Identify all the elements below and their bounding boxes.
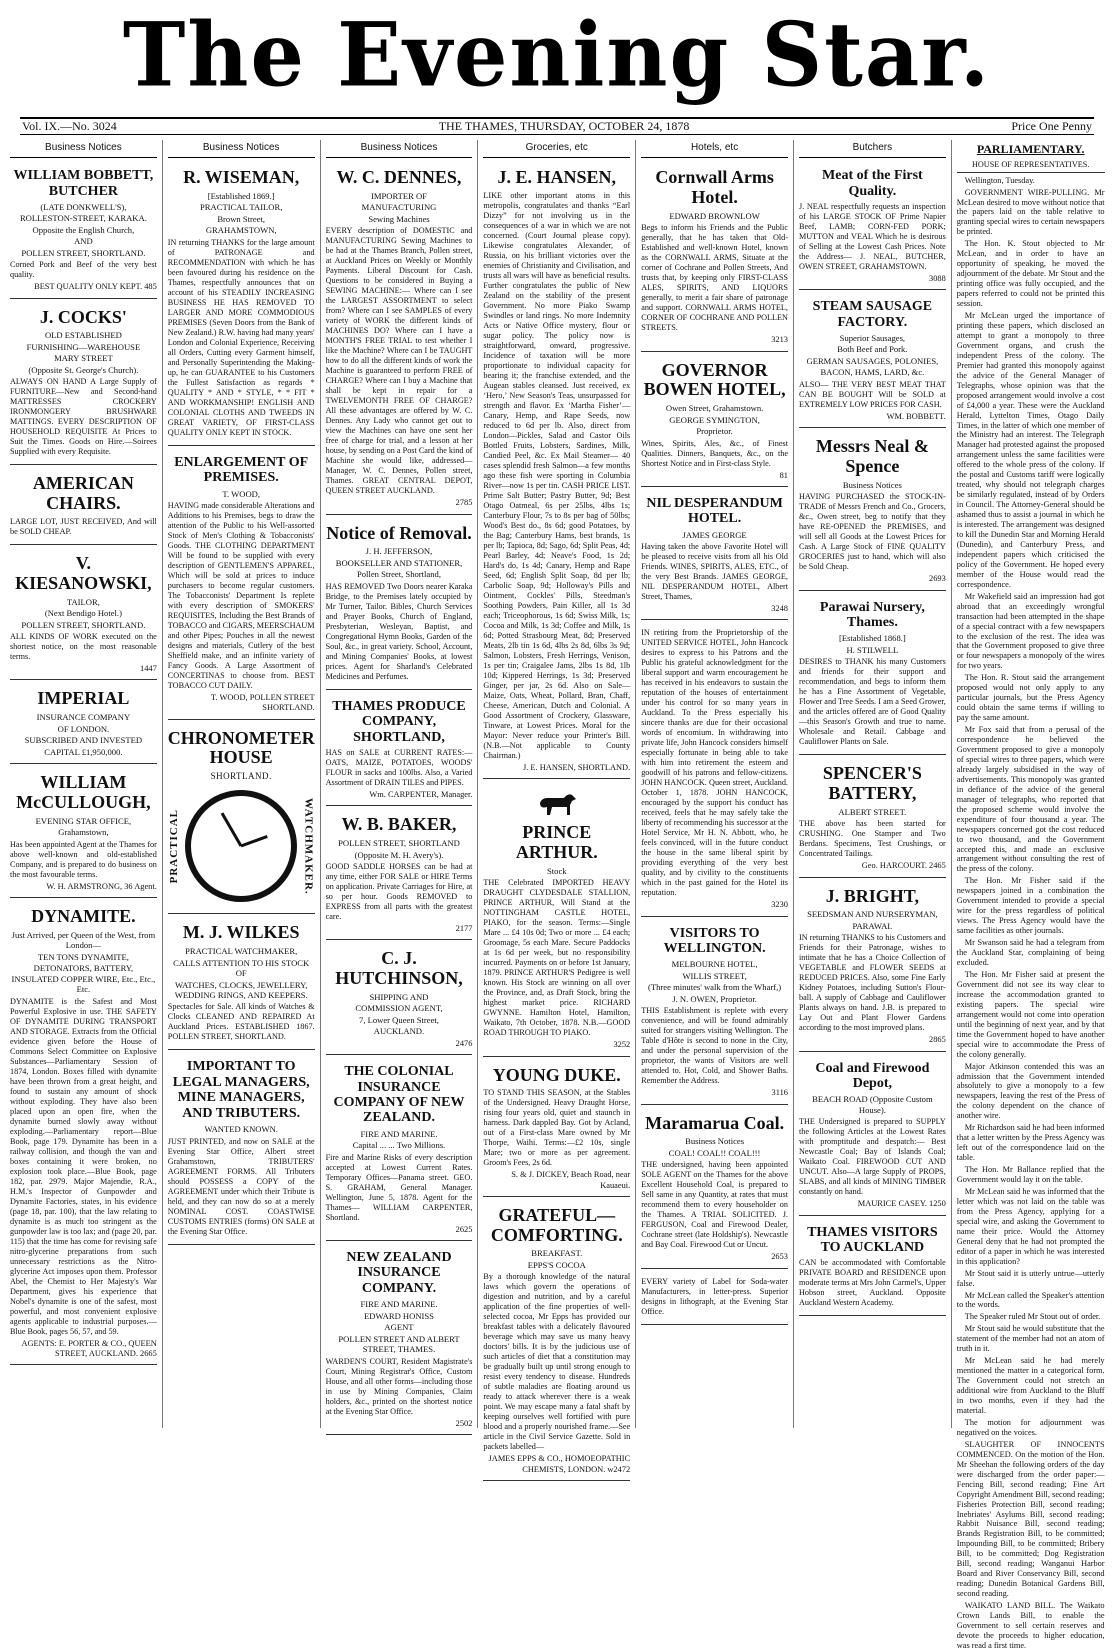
report-paragraph: Major Atkinson contended this was an admission that the Government intended absolutely to give a monopoly to a few newspapers, leaving the rest of the Press of the colony dependent on the chance of another wire. — [956, 1061, 1105, 1121]
advertisement-body: Wines, Spirits, Ales, &c., of Finest Qualities. Dinners, Banquets, &c., on the Shortest Notice and in First-class Style. — [641, 438, 788, 468]
masthead-title: The Evening Star. — [122, 2, 992, 106]
advertisement-line: (Opposite M. H. Avery's). — [354, 849, 444, 860]
advertisement-line: GEORGE SYMINGTON, — [669, 414, 760, 425]
advertisement-signature: S. & J. DICKEY, Beach Road, near Kauaeui. — [511, 1170, 631, 1190]
column-heading: Business Notices — [168, 140, 315, 158]
advertisement-title: C. J. HUTCHINSON, — [335, 948, 463, 989]
column-6 — [794, 140, 952, 1428]
advertisement-body: HAVING PURCHASED the STOCK-IN-TRADE of Messrs French and Co., Grocers, &c., Owen street, beg to notify that they have RE-OPENED the PREMISES, and will sell all Goods at the Lowest Prices for Cash. A Large Stock of FINE QUALITY GROCERIES just to hand, which will also be Sold Cheap. — [798, 492, 946, 572]
advertisement-signature: MAURICE CASEY. 1250 — [857, 1199, 946, 1209]
advertisement-line: BOOKSELLER AND STATIONER, — [335, 557, 463, 568]
advertisement-line: Business Notices — [842, 479, 902, 490]
column-subheading: HOUSE OF REPRESENTATIVES. — [957, 160, 1105, 173]
advertisement-signature: 3088 — [929, 273, 946, 283]
volume-number: Vol. IX.—No. 3024 — [22, 119, 117, 133]
advertisement-body: HAVING made considerable Alterations and Additions to his Premises, begs to draw the attention of the Public to his Well-assorted Stock of Men's Clothing & Tobacconists' Goods. THE CLOTHING DEPARTMENT Will be found to be supplied with every description of GENTLEMEN'S APPAREL, Which will be sold at prices to induce purchasers to become regular customers. The Tobacconists' Department Is replete with every description of SMOKERS' REQUISITES, Including the Best Brands of TOBACCO and CIGARS, MEERSCHAUM and other Pipes; Pouches in all the newest designs and materials, Cutlery of the best Sheffield make, and an infinite variety of Fancy Goods. A Large Assortment of CONCERTINAS to choose from. BEST TOBACCO CUT DAILY. — [167, 501, 315, 691]
advertisement-line: PRACTICAL TAILOR, — [200, 202, 283, 213]
advertisement-line: JAMES GEORGE — [682, 529, 747, 540]
report-paragraph: The Hon. Mr Fisher said at present the Government did not see its way clear to increase the accommodation granted to existing papers. The special wire arrangement would not come into operation until the beginning of next year, and by that time the Government hoped to have another special wire to accommodate the Press of the colony generally. — [956, 969, 1105, 1059]
advertisement-line: OLD ESTABLISHED — [44, 330, 122, 341]
advertisement-title: Parawai Nursery, Thames. — [819, 599, 925, 630]
advertisement-line: POLLEN STREET, SHORTLAND — [338, 838, 460, 849]
advertisement-line: POLLEN STREET, SHORTLAND. — [21, 247, 146, 258]
columns-container — [5, 140, 1110, 1650]
advertisement — [641, 623, 788, 916]
advertisement — [799, 594, 946, 756]
advertisement-line: DETONATORS, BATTERY, INSULATED COPPER WIRE, Etc., Etc., Etc. — [11, 963, 156, 995]
advertisement-title: WILLIAM McCULLOUGH, — [16, 772, 151, 812]
advertisement-body: J. NEAL respectfully requests an inspection of his LARGE STOCK OF Prime Napier Beef, LAMB; CORN-FED PORK; MUTTON and VEAL Which he is desirous of Selling at the Lowest Cash Prices. Note the Address— J. NEAL, BUTCHER, OWEN STREET, GRAHAMSTOWN. — [798, 201, 946, 271]
advertisement-signature: 2865 — [929, 1035, 946, 1045]
advertisement-line: FIRE AND MARINE. — [360, 1299, 438, 1310]
advertisement-signature: BEST QUALITY ONLY KEPT. 485 — [34, 282, 157, 292]
advertisement-line: TEN TONS DYNAMITE, — [37, 951, 129, 962]
advertisement-title: SPENCER'S BATTERY, — [822, 763, 922, 804]
advertisement-line: Owen Street, Grahamstown. — [665, 403, 764, 414]
advertisement-line: Pollen Street, Shortland, — [356, 569, 441, 580]
advertisement-title: THAMES VISITORS TO AUCKLAND — [807, 1224, 938, 1255]
advertisement — [168, 449, 315, 720]
advertisement-title: THAMES PRODUCE COMPANY, SHORTLAND, — [332, 698, 466, 745]
advertisement-title: Notice of Removal. — [326, 522, 472, 543]
report-paragraph: Mr Stout said he would substitute that the statement of the member had not an atom of truth in it. — [956, 1324, 1105, 1354]
advertisement-body: DESIRES to THANK his many Customers and friends for their support and recommendation, and begs to inform them he has a Fine Assortment of Vegetable, Flower and Tree Seeds. I am a Seed Grower, and the articles offered are of Good Quality—this Season's Growth and true to name. Wholesale and Retail. Cabbage and Cauliflower Plants on Sale. — [798, 657, 946, 747]
advertisement-signature: Geo. HARCOURT. 2465 — [861, 861, 946, 871]
advertisement-line: WATCHES, CLOCKS, JEWELLERY, WEDDING RINGS, AND KEEPERS. — [174, 979, 308, 1000]
advertisement-line: AGENT — [384, 1322, 414, 1333]
advertisement-signature: 3252 — [613, 1040, 631, 1050]
advertisement-body: Spectacles for Sale. All kinds of Watches & Clocks CLEANED AND REPAIRED At Auckland Prices. ESTABLISHED 1867. POLLEN STREET, SHORTLAND. — [167, 1002, 315, 1042]
advertisement-body: JUST PRINTED, and now on SALE at the Evening Star Office, Albert street Grahamstown, TRIBUTERS' AGREEMENT FORMS. All Tributers should POSSESS a COPY of the AGREEMENT under which their Tribute is held, and they can now do so at a merely NOMINAL COST. COASTWISE CUSTOMS ENTRIES (forms) ON SALE at the Evening Star Office. — [167, 1136, 315, 1236]
advertisement-title: Maramarua Coal. — [645, 1112, 785, 1133]
advertisement-title: Coal and Firewood Depot, — [815, 1060, 930, 1091]
advertisement-body: THE Undersigned is prepared to SUPPLY the following Articles at the Lowest Rates with promptitude and despatch:— Best Newcastle Coal; Bay of Islands Coal; Waikato Coal. FIREWOOD CUT AND UNCUT. Also—A large Supply of PROPS, SLABS, and all kinds of MINING TIMBER constantly on hand. — [798, 1117, 946, 1197]
advertisement-title: ENLARGEMENT OF PREMISES. — [174, 454, 309, 486]
advertisement-body: WARDEN'S COURT, Resident Magistrate's Court, Mining Registrar's Office, Custom House, and all other forms—including those in use by Mining Companies, Claim holders, &c., printed on the shortest notice at the Evening Star Office. — [325, 1356, 473, 1416]
advertisement — [10, 302, 157, 466]
horse-icon — [532, 789, 582, 819]
advertisement-line: SHIPPING AND — [369, 991, 429, 1002]
clock-icon — [185, 790, 297, 902]
advertisement-title: J. COCKS' — [39, 306, 127, 327]
advertisement-line: INSURANCE COMPANY — [36, 712, 131, 723]
advertisement — [326, 809, 473, 940]
advertisement-body: THE above has been started for CRUSHING. One Stamper and Two Berdans. Specimens, Test Crushings, or Concentrated Tailings. — [798, 819, 946, 859]
column-heading: Business Notices — [10, 140, 157, 158]
advertisement-signature: 81 — [779, 470, 788, 480]
advertisement-signature: 3230 — [771, 900, 788, 910]
advertisement — [641, 920, 788, 1105]
advertisement-line: POLLEN STREET AND ALBERT STREET, THAMES. — [338, 1333, 460, 1355]
column-5 — [636, 140, 794, 1428]
column-7 — [952, 140, 1110, 1650]
advertisement-line: MANUFACTURING — [361, 202, 437, 213]
advertisement-body: Corned Pork and Beef of the very best quality. — [10, 260, 157, 280]
advertisement-line: IMPORTER OF — [370, 190, 428, 201]
advertisement-line: T. WOOD, — [222, 488, 261, 499]
advertisement-line: FIRE AND MARINE. — [360, 1128, 438, 1139]
advertisement-body: THE Celebrated IMPORTED HEAVY DRAUGHT CLYDESDALE STALLION, PRINCE ARTHUR, Will Stand at the NOTTINGHAM CASTLE HOTEL, PIAKO, for the season. Terms:—Single Mare ... £4 10s 0d; Two or more ... £4 each; Groomage, 5s each Mare. Secure Paddocks at 1s 6d per week, but no responsibility incurred. Payments on or before 1st January, 1879. PRINCE ARTHUR'S Pedigree is well known. His Stock are winning on all over the Province, and, as Draft Stock, bring the highest market price. RICHARD GWYNNE. Hamilton Hotel, Hamilton, Waikato, 7th October, 1878. N.B.—GOOD ROAD THROUGH TO PIAKO. — [483, 878, 631, 1038]
report-paragraph: The Hon. K. Stout objected to Mr McLean, and in order to have an opportunity of speaking, he moved the adjournment of the debate. Mr Stout and the printing office was fully occupied, and the papers referred to could not be printed this session. — [956, 239, 1105, 309]
advertisement-signature: 3213 — [771, 335, 788, 345]
advertisement-title: PRINCE ARTHUR. — [515, 822, 598, 863]
advertisement — [326, 1244, 473, 1435]
advertisement-line: (LATE DONKWELL'S), — [40, 201, 127, 212]
advertisement-line: AUCKLAND. — [373, 1026, 425, 1037]
report-paragraph: GOVERNMENT WIRE-PULLING. Mr McLean desired to move without notice that the papers laid on the table relative to granting special wires to certain newspapers be printed. — [956, 187, 1105, 237]
masthead — [0, 0, 1114, 108]
advertisement-title: V. KIESANOWSKI, — [15, 552, 152, 593]
advertisement-signature: W. H. ARMSTRONG, 36 Agent. — [46, 881, 157, 891]
advertisement-signature: 2476 — [455, 1038, 473, 1048]
report-paragraph: Mr Wakefield said an impression had got abroad that an exceedingly wrongful transaction had been attempted in the shape of a special contract with a few newspapers to the exclusion of the rest. The idea was that the Government proposed to give three or four newspapers a monopoly of the wires for two years. — [956, 591, 1105, 671]
advertisement — [326, 518, 473, 690]
advertisement-line: ALBERT STREET. — [838, 806, 907, 817]
advertisement-title: YOUNG DUKE. — [492, 1064, 621, 1085]
advertisement-signature: 3116 — [771, 1088, 788, 1098]
column-heading: Butchers — [799, 140, 946, 158]
advertisement — [168, 162, 315, 446]
advertisement — [168, 1053, 315, 1244]
advertisement-line: 7, Lower Queen Street, — [359, 1014, 439, 1025]
advertisement-line: AND — [74, 236, 93, 247]
advertisement-line: SEEDSMAN AND NURSERYMAN, — [807, 909, 938, 920]
advertisement-body: IN retiring from the Proprietorship of the UNITED SERVICE HOTEL, John Hancock desires to express to his Patrons and the Public his grateful acknowledgment for the liberal support and warm encouragement he has received in his endeavors to sustain the reputation of the houses of entertainment under his control for so many years in Auckland. To the Press especially his sincere thanks are due for their occasional words of encomium. In withdrawing into private life, John Hancock considers himself especially fortunate in being able to take with him into retirement the esteem and goodwill of his patrons and fellow-citizens. JOHN HANCOCK. Queen street, Auckland. October 1, 1878. JOHN HANCOCK, encouraged by the support his conduct has received, feels that he may safely take the liberty of recommending his successor at the Hotel Service, Mr H. N. Abbott, who, he feels convinced, will in the future conduct the house in the same liberal spirit by providing everything of the very best quality, and by civility to the constituents which in the past gained for the Hotel its reputation. — [641, 628, 788, 898]
advertisement-signature: 1447 — [140, 664, 157, 674]
advertisement-title: THE COLONIAL INSURANCE COMPANY OF NEW ZEALAND. — [333, 1064, 465, 1126]
report-paragraph: The Hon. Mr Ballance replied that the Government would lay it on the table. — [956, 1165, 1105, 1185]
advertisement-line: Grahamstown, — [58, 827, 109, 838]
advertisement-title: WILLIAM BOBBETT, BUTCHER — [13, 168, 154, 199]
advertisement-title: Messrs Neal & Spence — [815, 436, 929, 476]
advertisement-line: (Three minutes' walk from the Wharf,) — [648, 982, 782, 993]
advertisement-line: PRACTICAL WATCHMAKER, — [185, 946, 298, 957]
column-4 — [478, 140, 636, 1474]
report-paragraph: Wellington, Tuesday. — [964, 175, 1035, 185]
advertisement-line: BEACH ROAD (Opposite Custom House). — [812, 1094, 933, 1115]
advertisement-line: Business Notices — [685, 1136, 745, 1147]
report-paragraph: Mr Stout said it is utterly untrue—utterly false. — [956, 1268, 1105, 1288]
advertisement-signature: 3248 — [771, 604, 788, 614]
advertisement-body: TO STAND THIS SEASON, at the Stables of the Undersigned. Heavy Draught Horse, rising four years old, quiet and staunch in harness. Dark dappled Bay. Got by Acland, out of a First-class Mare owned by Mr Thorpe, Waihi. Terms:—£2 10s, single Mare; two or more as per agreement. Groom's Fees, 2s 6d. — [483, 1088, 631, 1168]
column-3 — [321, 140, 479, 1428]
advertisement-line: Capital ... ... Two Millions. — [352, 1140, 446, 1151]
advertisement-line: Proprietor. — [696, 426, 733, 437]
advertisement-signature: AGENTS: E. PORTER & CO., QUEEN STREET, AUCKLAND. 2665 — [21, 1338, 157, 1358]
report-paragraph: Mr McLean urged the importance of printing these papers, which disclosed an attempt to grant a monopoly to three Government organs, and crush the independent Press of the colony. The Premier had granted this monopoly against the advice of the General Manager of Telegraphs, whose opinion was that the proposed arrangement would involve a cost of £4,000 a year. These were the Auckland Herald, Lyttelton Times, Otago Daily Times, in the latter of which one member of the Ministry had an interest. The Telegraph Manager had protested against the proposed arrangement unless the same facilities were offered to the whole press of the colony. If the postal and Customs tariff were logically treated, why should not telegraph charges be similarly regulated, instead of by Orders in Council. The Attorney-General should be ashamed thus to assist a journal in which he is interested. The arrangement was designed to kill the Dunedin Star and Morning Herald (Dunedin), and Canterbury Press, and independent papers which criticised the policy of the Government. He hoped every member of the House would read the correspondence. — [956, 311, 1105, 589]
advertisement-signature: 2785 — [455, 498, 473, 508]
advertisement-signature: 2693 — [929, 574, 946, 584]
advertisement-line: EPPS'S COCOA — [527, 1259, 586, 1270]
advertisement-signature: Wm. CARPENTER, Manager. — [369, 790, 473, 800]
advertisement-line: COAL! COAL!! COAL!!! — [668, 1147, 761, 1158]
advertisement-body: Having taken the above Favorite Hotel will be pleased to receive visits from all his Old Friends. WINES, SPIRITS, ALES, ETC., of the very Best Brands. JAMES GEORGE, NIL DESPERANDUM HOTEL, Albert Street, Thames, — [641, 542, 788, 602]
advertisement — [799, 1055, 946, 1216]
report-paragraph: Mr McLean called the Speaker's attention to the words. — [956, 1290, 1105, 1310]
advertisement-line: EDWARD HONISS — [364, 1310, 434, 1321]
advertisement — [326, 943, 473, 1055]
clock-side-label-right: WATCHMAKER. — [302, 797, 315, 895]
report-paragraph: Mr Richardson said he had been informed that a letter written by the Press Agency was left out of the correspondence laid on the table. — [956, 1123, 1105, 1163]
advertisement-line: CAPITAL £1,950,000. — [44, 746, 123, 757]
advertisement-title: DYNAMITE. — [31, 905, 136, 926]
advertisement-line: Stock — [547, 865, 567, 876]
advertisement-line: TAILOR, — [66, 596, 100, 607]
advertisement-body: GOOD SADDLE HORSES can be had at any time, either FOR SALE or HIRE Terms on application. Private Carriages for Hire, at so per hour. Goods REMOVED to EXPRESS from all parts with the greatest care. — [325, 862, 473, 922]
advertisement-signature: 2177 — [455, 924, 473, 934]
price: Price One Penny — [1011, 119, 1092, 133]
advertisement-line: Superior Sausages, — [839, 333, 906, 343]
advertisement-line: MELBOURNE HOTEL, — [671, 959, 758, 970]
advertisement-signature: T. WOOD, POLLEN STREET SHORTLAND. — [210, 693, 315, 713]
advertisement — [10, 162, 157, 298]
advertisement-title: Cornwall Arms Hotel. — [655, 167, 774, 207]
advertisement — [10, 767, 157, 898]
column-heading: Groceries, etc — [483, 140, 630, 158]
advertisement-title: IMPORTANT TO LEGAL MANAGERS, MINE MANAGERS, AND TRIBUTERS. — [172, 1059, 310, 1121]
advertisement-title: IMPERIAL — [37, 688, 130, 709]
advertisement-title: STEAM SAUSAGE FACTORY. — [812, 299, 933, 330]
advertisement-line: [Established 1869.] — [207, 190, 275, 201]
advertisement — [799, 293, 946, 428]
advertisement — [799, 162, 946, 290]
advertisement-title: GRATEFUL—COMFORTING. — [490, 1204, 623, 1245]
column-heading: Hotels, etc — [641, 140, 788, 158]
advertisement-line: ROLLESTON-STREET, KARAKA. — [19, 213, 147, 224]
dateline — [20, 117, 1094, 135]
advertisement-line: Opposite the English Church, — [32, 224, 135, 235]
advertisement-line: PARAWAI. — [852, 920, 893, 931]
advertisement — [326, 693, 473, 806]
advertisement-title: W. B. BAKER, — [341, 814, 457, 835]
advertisement — [10, 901, 157, 1365]
advertisement-line: BREAKFAST. — [531, 1248, 583, 1259]
advertisement-signature: JAMES EPPS & CO., HOMOEOPATHIC CHEMISTS, LONDON. w2472 — [488, 1454, 631, 1474]
advertisement-title: GOVERNOR BOWEN HOTEL, — [643, 359, 786, 400]
advertisement — [10, 548, 157, 680]
advertisement-line: BACON, HAMS, LARD, &c. — [820, 367, 925, 378]
advertisement — [799, 431, 946, 590]
advertisement-signature: 2653 — [771, 1252, 788, 1262]
report-paragraph: The Speaker ruled Mr Stout out of order. — [964, 1312, 1101, 1322]
advertisement — [641, 1272, 788, 1325]
column-1 — [5, 140, 163, 1428]
advertisement-title: VISITORS TO WELLINGTON. — [663, 925, 766, 956]
advertisement-body: ALSO— THE VERY BEST MEAT THAT CAN BE BOUGHT Will be SOLD at EXTREMELY LOW PRICES FOR CASH. — [798, 379, 946, 409]
advertisement-body: THE undersigned, having been appointed SOLE AGENT on the Thames for the above Excellent Household Coal, is prepared to Sell same in any Quantity, at rates that must recommend them to every householder on the Thames. A TRIAL SOLICITED. J. FERGUSON, Coal and Firewood Dealer, Cochrane street (late Holdship's). Newcastle and Bay Coal. Firewood Cut or Uncut. — [641, 1160, 788, 1250]
advertisement-line: [Established 1868.] — [838, 633, 906, 644]
advertisement-body: LARGE LOT, JUST RECEIVED, And will be SOLD CHEAP. — [10, 516, 157, 536]
advertisement-line: WILLIS STREET, — [682, 970, 747, 981]
advertisement — [641, 162, 788, 351]
advertisement-body: LIKE other important atoms in this metropolis, congratulates and thanks “Earl Dizzy” for not involving us in the consequences of a war in which we are not concerned. (Court Journal please copy). Likewise congratulates Alexander, of Russia, on his brilliant victories over the enemies of Christianity and Civilisation, and trusts all wars will have as beneficial results. Further congratulates the public of New Zealand on the stability of the present Government. No more Piako Swamp Swindles or land rings. No more Indemnity Acts or Native Office mystery, flour or sugar policy. The policy now is straightforward, onward, progressive. Incidence of taxation will be more proportionate to individual capacity for bearing it; the franchise extended, and the Augean stables cleansed. Just received, ex ‘Hero,’ New Season's Teas, unsurpassed for strength and flavor. Ex ‘Martha Fisher’—Canary, Hemp, and Rape Seeds, now reduced to 6d per lb. Also, direct from London—Pickles, Salad and Castor Oils Bottled Fruits, Lobsters, Sardines, Milk, Candied Peel, &c. Ex Mail Steamer— 40 cases splendid fresh Salmon—a few months ago these fish were sporting in Columbia River—now 1s per tin. CASH PRICE LIST. Prime Salt Butter; Pastry Butter, 9d; Best Otago Oatmeal, 6s per 25lbs, 4lbs 1s; Canterbury Flour, 7s to 8s per bag of 50lbs; Wood's Best do., 8s 6d; good Potatoes, by the Bag; Canterbury Hams, best brands, 1s per lb; Tapioca, 8d; Sago, 6d; Split Peas, 4d; Pearl Barley, 4d; Neave's Food, 1s 2d; Hard's do, 1s 4d; Canary, Hemp and Rape Seed, 6d; English Split Soap, 8d per lb; Carbolic Soap, 9d; Holloway's Pills and Ointment, Cockles' Pills, Steedman's Soothing Powders, Pain Killer, all 1s 3d each; Triceophorous, 1s 6d; Swiss Milk, 1s; Cocoa and Milk, 1s 3d; Coffee and Milk, 1s 6d; Potted Strasbourg Meat, 8d; Preserved Meats, 2lb tin 1s 6d, 4lbs 2s 8d, 6lbs 3s 9d; Salmon, Lobsters, Fresh Herrings, Venison, 1s per tin; Craigalee Jams, 2lbs 1s 8d, 1lb 10d; Kippered Herrings, 1s 3d; Preserved Ginger, per jar, 2s 6d. Also on Sale— Maize, Oats, Wheat, Pollard, Bran, Chaff, Cheese, American, Dutch and Colonial. A Good Assortment of Crockery, Glassware, Tinware, at Lowest Prices. Moral for the Mayor: Never reduce your Printer's Bill. (N.B.—Not applicable to County Chairman.) — [483, 190, 631, 760]
advertisement-body: HAS REMOVED Two Doors nearer Karaka Bridge, to the Premises lately occupied by Mr Turner, Tailor. Bibles, Church Services and Prayer Books, Church of England, Presbyterian, Wesleyan, Baptist, and Congregational Hymn Books, Garden of the Soul, &c., in great variety. School, Account, and Mining Companies' Books, at lowest prices. Agent for Sharland's Celebrated Medicines and Perfumes. — [325, 581, 473, 681]
advertisement-line: CALLS ATTENTION TO HIS STOCK OF — [173, 957, 310, 979]
advertisement — [168, 723, 315, 915]
advertisement-title: Meat of the First Quality. — [822, 168, 923, 199]
advertisement-line: H. STILWELL — [846, 644, 899, 655]
advertisement-body: ALWAYS ON HAND A Large Supply of FURNITURE—New and Second-hand MATTRESSES CROCKERY IRONMONGERY BRUSHWARE MATTINGS. EVERY DESCRIPTION OF HOUSEHOLD REQUISITE At Prices to Suit the Times. Goods on Hire.—Soirees Supplied with every Requisite. — [10, 377, 157, 457]
report-paragraph: The Hon. Mr Fisher said if the newspapers joined in a combination the Government intended to provide a special wire for the press regardless of political views. The Press Agency would have the same facilities as other journals. — [956, 876, 1105, 936]
advertisement-signature: J. E. HANSEN, SHORTLAND. — [522, 762, 631, 772]
advertisement-line: OF LONDON. — [57, 723, 110, 734]
advertisement-title: R. WISEMAN, — [183, 167, 300, 188]
advertisement — [641, 490, 788, 621]
advertisement-line: WANTED KNOWN. — [204, 1124, 278, 1135]
report-paragraph: The Hon. R. Stout said the arrangement proposed would not only apply to any particular journals, but the Press Agency could obtain the same terms if willing to pay the same amount. — [956, 673, 1105, 723]
column-heading: Business Notices — [326, 140, 473, 158]
report-paragraph: The motion for adjournment was negatived on the voices. — [956, 1417, 1105, 1437]
advertisement-line: Brown Street, — [217, 213, 266, 224]
report-paragraph: SLAUGHTER OF INNOCENTS COMMENCED. On the motion of the Hon. Mr Sheehan the following orders of the day were discharged from the order paper:—Fencing Bill, second reading; Fine Art Copyright Amendment Bill, second reading; Fisheries Protection Bill, second reading; Inebriates' Asylums Bill, second reading; Rabbit Nuisance Bill, second reading; Brands Registration Bill, to be committed; Impounding Bill, to be committed; Bribery Bill, to be committed; Dog Registration Bill, second reading; Wanganui Harbor Board and River Conservancy Bill, second reading; Dunedin Botanical Gardens Bill, second reading. — [956, 1439, 1105, 1599]
parliamentary-report — [957, 176, 1105, 1651]
advertisement-body: EVERY description of DOMESTIC and MANUFACTURING Sewing Machines to be had at the Thames Branch, Pollen street, at Auckland Prices on Weekly or Monthly Payments. Liberal Discount for Cash. Questions to be considered in Buying a SEWING MACHINE:— Where can I see the LARGEST ASSORTMENT to select from? Where can I see SAMPLES of every variety of WORK the different kinds of MACHINES DO? Where can I have a MONTH'S FREE TRIAL to test whether I like the Machine? Where can I be TAUGHT how to do all the different kinds of work the Machine is guaranteed to perform FREE of CHARGE? Where can I buy a Machine that shall be kept in repair for a TWELVEMONTH FREE OF CHARGE? All these advantages are offered by W. C. Dennes. Any Lady who cannot get out to view the Machines can have one sent her free of charge for trial, and a lesson at her house, by sending on a Post Card the kind of Machine she would like, addressed—Manager, W. C. Dennes, Pollen street, Thames. GREAT CENTRAL DEPOT, QUEEN STREET AUCKLAND. — [325, 226, 473, 496]
report-paragraph: WAIKATO LAND BILL. The Waikato Crown Lands Bill, to enable the Government to sell certain reserves and devote the proceeds to higher education, was read a first time. — [956, 1601, 1105, 1650]
advertisement — [799, 881, 946, 1052]
clock-side-label-left: PRACTICAL — [167, 809, 180, 884]
advertisement-body: ALL KINDS OF WORK executed on the shortest notice, on the most reasonable terms. — [10, 632, 157, 662]
report-paragraph: Mr Fox said that from a perusal of the correspondence he believed the Government proposed to give a monopoly of special wires to three papers, which were already largely subsidised in the way of advertisements. This monopoly was granted in defiance of the advice of the general manager of telegraphs, who reported that the proposed scheme would involve the expenditure of four thousand a year. The newspapers concerned got the cost reduced to two thousand, and the Government accepted this, and made an exclusive arrangement without consulting the rest of the press of the colony. — [956, 725, 1105, 874]
advertisement — [168, 917, 315, 1050]
advertisement — [483, 162, 630, 779]
advertisement-line: EDWARD BROWNLOW — [669, 210, 760, 221]
advertisement-line: J. H. JEFFERSON, — [365, 546, 433, 557]
advertisement-title: W. C. DENNES, — [336, 167, 462, 188]
advertisement-title: NIL DESPERANDUM HOTEL. — [646, 495, 783, 527]
advertisement — [641, 355, 788, 487]
advertisement-line: EVENING STAR OFFICE, — [35, 815, 132, 826]
advertisement-body: Fire and Marine Risks of every description accepted at Lowest Current Rates. Temporary Offices—Panama street. GEO. S. GRAHAM, General Manager. Wellington, June 5, 1878. Agent for the Thames— WILLIAM CARPENTER, Shortland. — [325, 1152, 473, 1222]
clock-illustration — [168, 784, 315, 908]
advertisement-title: J. E. HANSEN, — [497, 167, 617, 188]
advertisement-body: IN returning THANKS for the large amount of PATRONAGE and RECOMMENDATION with which he has been favoured during his residence on the Thames, respectfully announces that on account of his STEADILY INCREASING BUSINESS HE HAS REMOVED TO LARGER AND MORE COMMODIOUS PREMISES (Seven Doors from the Bank of New Zealand.) R.W. having had many years' London and Colonial Experience, Receiving all Orders, Cutting every Garment himself, and Personally Superintending the Making-up, he can GUARANTEE to his Customers the Fullest Satisfaction as regards * QUALITY * AND * STYLE, * * FIT * AND WORKMANSHIP! ENGLISH AND COLONIAL CLOTHS AND TWEEDS IN GREAT VARIETY, OF FIRST-CLASS QUALITY ONLY KEPT IN STOCK. — [167, 237, 315, 437]
advertisement-body: IN returning THANKS to his Customers and Friends for their Patronage, wishes to intimate that he has a Choice Collection of VEGETABLE and FLOWER SEEDS at REDUCED PRICES. Also, some Fine Early Kidney Potatoes, including Sutton's Flour-ball. A supply of Cabbage and Cauliflower Plants always on hand. J.B. is prepared to Lay Out and Plant Flower Gardens according to the most improved plans. — [798, 933, 946, 1033]
advertisement-line: (Opposite St. George's Church). — [28, 364, 139, 375]
advertisement-line: J. N. OWEN, Proprietor. — [672, 993, 757, 1004]
advertisement-signature: 2625 — [455, 1224, 473, 1234]
advertisement-line: FURNISHING—WAREHOUSE — [26, 341, 141, 352]
advertisement-subline: SHORTLAND. — [210, 771, 272, 782]
column-heading: PARLIAMENTARY. — [976, 142, 1085, 156]
report-paragraph: Mr Swanson said he had a telegram from the Auckland Star, complaining of being excluded. — [956, 938, 1105, 968]
advertisement-title: M. J. WILKES — [182, 922, 300, 943]
advertisement-line: POLLEN STREET, SHORTLAND. — [21, 619, 146, 630]
advertisement-line: Both Beef and Pork. — [837, 344, 908, 355]
advertisement — [10, 468, 157, 545]
advertisement-line: (Next Bendigo Hotel.) — [44, 608, 122, 619]
advertisement-line: MARY STREET — [54, 353, 113, 364]
advertisement — [799, 758, 946, 877]
advertisement — [326, 162, 473, 515]
issue-date: THE THAMES, THURSDAY, OCTOBER 24, 1878 — [438, 119, 690, 133]
advertisement-line: Just Arrived, per Queen of the West, from London— — [11, 929, 156, 951]
report-paragraph: Mr McLean said he was informed that the letter which was not laid on the table was from the Press Agency, applying for a special wire, and asking the Government to name their price. Would the Attorney General deny that he had not prompted the editor of a paper in which he was interested in this application? — [956, 1186, 1105, 1266]
advertisement-line: COMMISSION AGENT, — [355, 1003, 443, 1014]
advertisement-title: NEW ZEALAND INSURANCE COMPANY. — [346, 1249, 452, 1296]
advertisement-title: J. BRIGHT, — [825, 885, 919, 906]
advertisement-body: CAN be accommodated with Comfortable PRIVATE BOARD and RESIDENCE upon moderate terms at Mrs John Carmel's, Upper Hobson street, Auckland. Opposite Auckland Western Academy. — [798, 1258, 946, 1308]
advertisement-body: HAS on SALE at CURRENT RATES:— OATS, MAIZE, POTATOES, WOODS' FLOUR in sacks and 100lbs. Also, a Varied Assortment of DRAIN TILES and PIPES. — [325, 748, 473, 788]
advertisement — [483, 1060, 630, 1197]
advertisement — [799, 1219, 946, 1317]
advertisement-body: Begs to inform his Friends and the Public generally, that he has taken that Old-Established and well-known Hotel, known as the CORNWALL ARMS, Situate at the corner of Cochrane and Pollen Streets, And trusts that, by keeping only FIRST-CLASS ALES, SPIRITS, AND LIQUORS generally, to merit a fair share of patronage and support. CORNWALL ARMS HOTEL, CORNER OF COCHRANE AND POLLEN STREETS. — [641, 223, 788, 333]
advertisement-signature: WM. BOBBETT. — [886, 411, 946, 421]
advertisement-line: GERMAN SAUSAGES, POLONIES, — [806, 355, 939, 366]
advertisement-line: SUBSCRIBED AND INVESTED — [24, 735, 143, 746]
advertisement — [483, 782, 630, 1056]
advertisement-body: EVERY variety of Label for Soda-water Manufacturers, in letter-press. Superior designs in lithograph, at the Evening Star Office. — [641, 1276, 788, 1316]
advertisement-body: By a thorough knowledge of the natural laws which govern the operations of digestion and nutrition, and by a careful application of the fine properties of well-selected cocoa, Mr Epps has provided our breakfast tables with a delicately flavoured beverage which may save us many heavy doctors' bills. It is by the judicious use of such articles of diet that a constitution may be gradually built up until strong enough to resist every tendency to disease. Hundreds of subtle maladies are floating around us ready to attack wherever there is a weak point. We may escape many a fatal shaft by keeping ourselves well fortified with pure blood and a properly nourished frame.—See article in the Civil Service Gazette. Sold in packets labelled— — [483, 1272, 631, 1452]
advertisement-title: CHRONOMETER HOUSE — [167, 727, 315, 768]
advertisement-line: GRAHAMSTOWN, — [205, 225, 277, 236]
advertisement-body: THIS Establishment is replete with every convenience, and will be found admirably suited for strangers visiting Wellington. The Table d'Hôte is second to none in the City, and under the personal supervision of the proprietor, the wants of Visitors are well attended to. Hot, Cold, and Shower Baths. Remember the Address. — [641, 1006, 788, 1086]
advertisement — [641, 1108, 788, 1269]
advertisement-body: DYNAMITE is the Safest and Most Powerful Explosive in use. THE SAFETY OF DYNAMITE DURING TRANSPORT AND STORAGE. Extracts from the Official evidence given before the House of Commons Select Committee on Explosive Substances—Parliamentary Session of 1874, London. Boxes filled with dynamite have been thrown from a great height, and found to sustain any amount of shock without exploding. They have also been placed upon an open fire, when the dynamite burned slowly away without exploding.—Parliamentary report—Blue Book, page 179. Dynamite has been in a railway collision, and though the van and boxes containing it were broken, no explosion took place.—Blue Book, page 182, par. 2979. Major Majendie, R.A., H.M.'s Inspector of Gunpowder and Dynamite Factories, states, in his evidence (page 18, par. 100), that the law relating to dynamite is as much too stringent as the gunpowder law is too lax; and (page 20, par. 115) that the time has come for revising safe nitro-glycerine preparations from such unnecessary restrictions as the Nitro-glycerine Act imposes upon them. Professor Abel, the Chemist to Her Majesty's War Department, gives his experience that Nobel's dynamite is one of the safest, most powerful, and most convenient explosive agents applicable to industrial purposes.—Blue Book, pages 56, 57, and 59. — [10, 996, 157, 1336]
advertisement-body: Has been appointed Agent at the Thames for above well-known and old-established Company, and is prepared to do business on the most favourable terms. — [10, 839, 157, 879]
advertisement — [483, 1200, 630, 1481]
advertisement — [10, 683, 157, 764]
advertisement — [326, 1058, 473, 1241]
report-paragraph: Mr McLean said he had merely mentioned the matter in a categorical form. The Government could not stretch an additional wire from Auckland to the Bluff in two months, even if they had the material. — [956, 1356, 1105, 1415]
advertisement-line: Sewing Machines — [368, 213, 430, 224]
column-2 — [163, 140, 321, 1428]
advertisement-signature: 2502 — [455, 1418, 473, 1428]
advertisement-title: AMERICAN CHAIRS. — [32, 473, 134, 514]
